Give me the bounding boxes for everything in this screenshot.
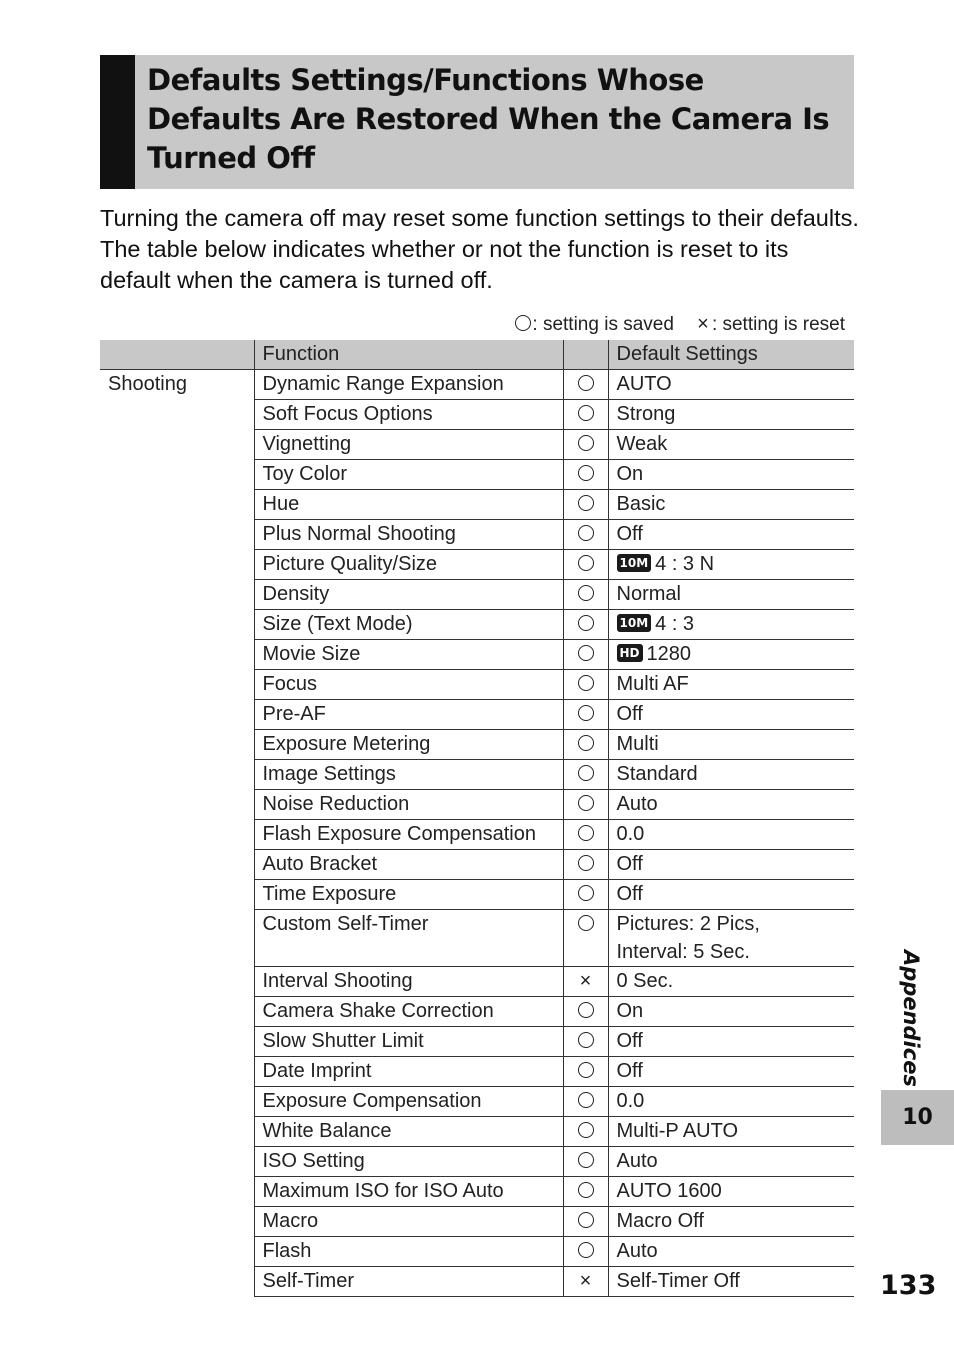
reset-cross-icon: × [563, 1267, 608, 1297]
default-cell [608, 580, 854, 610]
function-cell: Vignetting [254, 430, 563, 460]
default-cell [608, 490, 854, 520]
default-cell [608, 1057, 854, 1087]
legend-reset-label: : setting is reset [711, 314, 845, 335]
default-cell [608, 1117, 854, 1147]
default-value: AUTO [616, 373, 672, 395]
category-cell: Shooting [108, 373, 187, 395]
function-cell: Plus Normal Shooting [254, 520, 563, 550]
function-cell: Flash Exposure Compensation [254, 820, 563, 850]
saved-circle-icon [563, 490, 608, 520]
function-cell: Density [254, 580, 563, 610]
saved-circle-icon [563, 400, 608, 430]
function-cell: Self-Timer [254, 1267, 563, 1297]
default-value: Off [616, 883, 643, 905]
title-box [100, 55, 854, 189]
function-cell: Focus [254, 670, 563, 700]
function-cell: Dynamic Range Expansion [254, 370, 563, 400]
header-status [563, 340, 608, 370]
default-value-line2: Interval: 5 Sec. [616, 941, 750, 963]
hd-movie-icon: HD [617, 644, 643, 662]
page-number: 133 [880, 1270, 937, 1301]
function-cell: Flash [254, 1237, 563, 1267]
default-value: Auto [616, 1150, 658, 1172]
function-cell: Exposure Compensation [254, 1087, 563, 1117]
saved-circle-icon [563, 1117, 608, 1147]
function-cell: Date Imprint [254, 1057, 563, 1087]
function-cell: Hue [254, 490, 563, 520]
function-cell: Toy Color [254, 460, 563, 490]
saved-circle-icon [563, 370, 608, 400]
default-value: Multi-P AUTO [616, 1120, 739, 1142]
default-cell [608, 460, 854, 490]
default-cell [608, 1177, 854, 1207]
function-cell: Slow Shutter Limit [254, 1027, 563, 1057]
saved-circle-icon [563, 1027, 608, 1057]
legend-saved-label: : setting is saved [532, 314, 674, 335]
function-cell: Picture Quality/Size [254, 550, 563, 580]
default-cell [608, 640, 854, 670]
saved-circle-icon [563, 520, 608, 550]
reset-cross-icon: × [563, 967, 608, 997]
default-value: On [616, 1000, 644, 1022]
default-cell [608, 700, 854, 730]
function-cell: Exposure Metering [254, 730, 563, 760]
default-value: Multi [616, 733, 659, 755]
default-value: Strong [616, 403, 676, 425]
default-value: Normal [616, 583, 681, 605]
default-value: 1280 [646, 643, 692, 665]
function-cell: ISO Setting [254, 1147, 563, 1177]
saved-circle-icon [563, 730, 608, 760]
function-cell: Interval Shooting [254, 967, 563, 997]
default-value: Off [616, 523, 643, 545]
function-cell: Noise Reduction [254, 790, 563, 820]
saved-circle-icon [563, 820, 608, 850]
function-cell: Macro [254, 1207, 563, 1237]
default-cell [608, 1027, 854, 1057]
default-value: Pictures: 2 Pics, [616, 913, 760, 935]
saved-circle-icon [563, 790, 608, 820]
function-cell: Time Exposure [254, 880, 563, 910]
default-value: 4 : 3 [655, 613, 695, 635]
default-value: Off [616, 853, 643, 875]
default-cell [608, 520, 854, 550]
saved-circle-icon [563, 1147, 608, 1177]
default-cell [608, 1237, 854, 1267]
function-cell: Camera Shake Correction [254, 997, 563, 1027]
function-cell: Size (Text Mode) [254, 610, 563, 640]
settings-table [100, 340, 854, 1297]
saved-circle-icon [563, 430, 608, 460]
page-title: Defaults Settings/Functions Whose Defaults Are Restored When the Camera Is Turned Off [147, 63, 830, 175]
default-value: 0.0 [616, 823, 645, 845]
function-cell: Movie Size [254, 640, 563, 670]
default-cell [608, 1207, 854, 1237]
default-cell [608, 370, 854, 400]
default-cell [608, 850, 854, 880]
header-category [100, 340, 254, 370]
saved-circle-icon [563, 880, 608, 910]
saved-circle-icon [563, 610, 608, 640]
header-function: Function [254, 340, 563, 370]
default-cell [608, 1267, 854, 1297]
section-side-label: Appendices [899, 950, 923, 1087]
default-value: 0.0 [616, 1090, 645, 1112]
saved-circle-icon [563, 1237, 608, 1267]
function-cell: Auto Bracket [254, 850, 563, 880]
header-default-settings: Default Settings [608, 340, 854, 370]
size-10m-icon: 10M [617, 614, 652, 632]
default-value: Weak [616, 433, 668, 455]
function-cell: Image Settings [254, 760, 563, 790]
default-cell [608, 910, 854, 967]
default-value: AUTO 1600 [616, 1180, 722, 1202]
function-cell: Soft Focus Options [254, 400, 563, 430]
default-value: Off [616, 1030, 643, 1052]
default-value: Self-Timer Off [616, 1270, 740, 1292]
default-cell [608, 1147, 854, 1177]
default-cell [608, 430, 854, 460]
default-cell [608, 670, 854, 700]
circle-icon [514, 314, 532, 336]
default-value: Auto [616, 1240, 658, 1262]
default-value: Macro Off [616, 1210, 704, 1232]
table-header-row [100, 340, 854, 370]
cross-icon: × [697, 313, 709, 335]
saved-circle-icon [563, 700, 608, 730]
default-value: Standard [616, 763, 698, 785]
function-cell: White Balance [254, 1117, 563, 1147]
function-cell: Custom Self-Timer [254, 910, 563, 967]
saved-circle-icon [563, 670, 608, 700]
default-value: On [616, 463, 644, 485]
default-value: Multi AF [616, 673, 689, 695]
saved-circle-icon [563, 580, 608, 610]
saved-circle-icon [563, 550, 608, 580]
default-cell [608, 790, 854, 820]
default-value: 4 : 3 N [655, 553, 715, 575]
default-value: 0 Sec. [616, 970, 674, 992]
saved-circle-icon [563, 910, 608, 967]
default-value: Off [616, 1060, 643, 1082]
table-row [100, 370, 854, 400]
default-cell [608, 550, 854, 580]
intro-paragraph: Turning the camera off may reset some function settings to their defaults. The table below indicates whether or not the function is reset to its default when the camera is turned off. [100, 205, 859, 293]
legend [514, 313, 845, 336]
function-cell: Maximum ISO for ISO Auto [254, 1177, 563, 1207]
saved-circle-icon [563, 1057, 608, 1087]
default-cell [608, 610, 854, 640]
default-cell [608, 997, 854, 1027]
function-cell: Pre-AF [254, 700, 563, 730]
saved-circle-icon [563, 640, 608, 670]
saved-circle-icon [563, 1087, 608, 1117]
saved-circle-icon [563, 760, 608, 790]
chapter-tab: 10 [881, 1090, 954, 1145]
title-accent-bar [100, 55, 135, 189]
default-cell [608, 1087, 854, 1117]
default-cell [608, 400, 854, 430]
default-value: Auto [616, 793, 658, 815]
saved-circle-icon [563, 850, 608, 880]
table-body [100, 370, 854, 1297]
default-cell [608, 730, 854, 760]
default-cell [608, 760, 854, 790]
saved-circle-icon [563, 1207, 608, 1237]
default-value: Off [616, 703, 643, 725]
size-10m-icon: 10M [617, 554, 652, 572]
saved-circle-icon [563, 997, 608, 1027]
default-cell [608, 880, 854, 910]
saved-circle-icon [563, 460, 608, 490]
saved-circle-icon [563, 1177, 608, 1207]
default-cell [608, 820, 854, 850]
default-cell [608, 967, 854, 997]
default-value: Basic [616, 493, 666, 515]
